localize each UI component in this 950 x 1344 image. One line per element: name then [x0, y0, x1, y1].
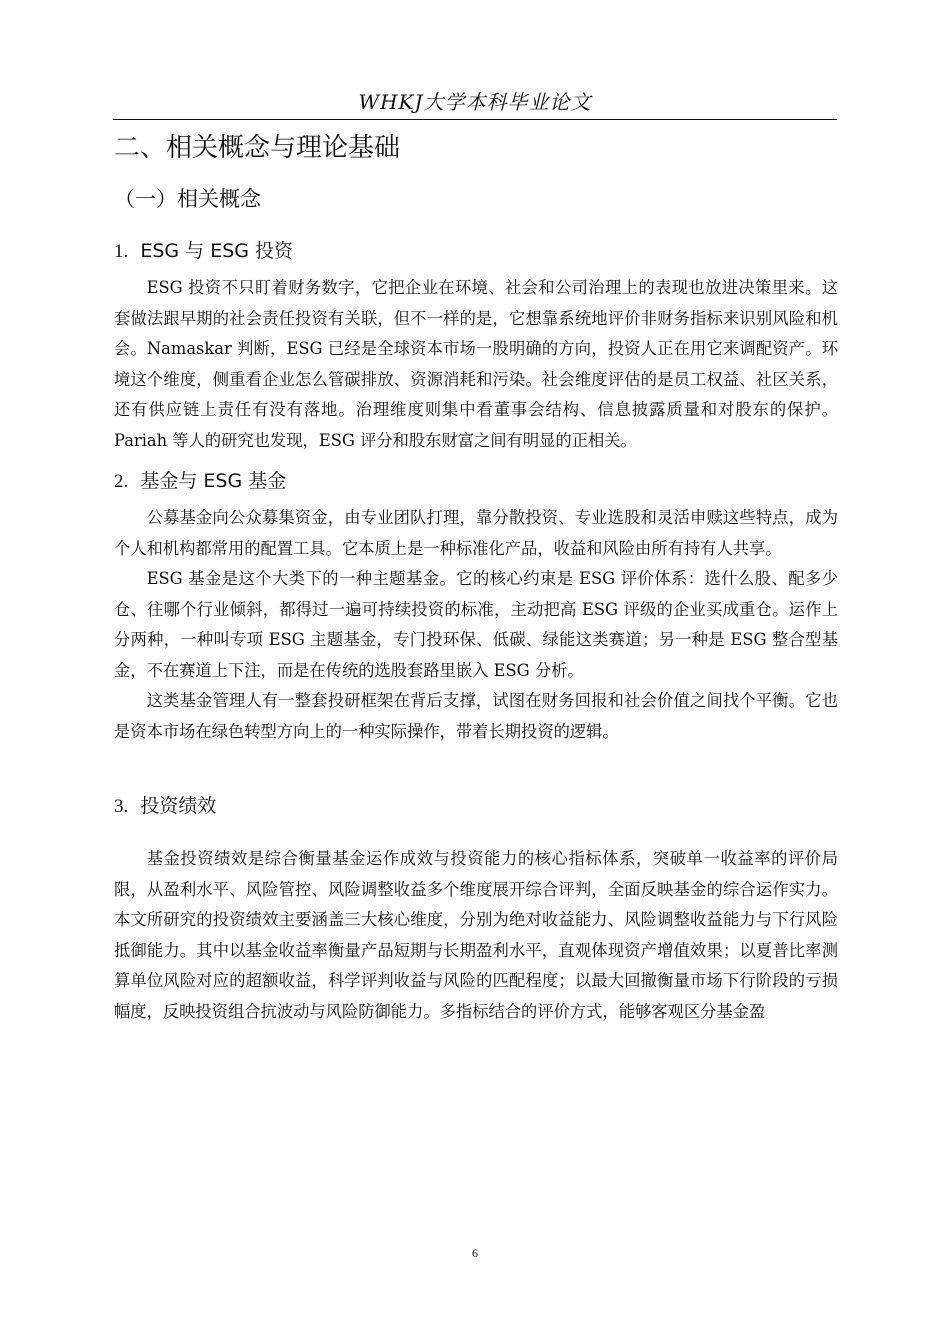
- page-body: [114, 128, 838, 1027]
- subsection-heading-1: [114, 236, 838, 267]
- page-number: 6: [472, 1246, 478, 1260]
- paragraph-public-funds: 公募基金向公众募集资金，由专业团队打理，靠分散投资、专业选股和灵活申赎这些特点，成为个人和机构都常用的配置工具。它本质上是一种标准化产品，收益和风险由所有持有人共享。: [114, 508, 838, 558]
- subsection-heading-2: [114, 466, 838, 497]
- subsection-title: ESG 与 ESG 投资: [140, 240, 294, 262]
- subsection-number: 1.: [114, 241, 129, 262]
- subsection-title: 投资绩效: [140, 795, 217, 817]
- paragraph-esg-funds: ESG 基金是这个大类下的一种主题基金。它的核心约束是 ESG 评价体系：选什么股、配多少仓、往哪个行业倾斜，都得过一遍可持续投资的标准，主动把高 ESG 评级的企业买成重仓。运作上分两种，一种叫专项 ESG 主题基金，专门投环保、低碳、绿能这类赛道；另一种是 ESG 整合型基金，不在赛道上下注，而是在传统的选股套路里嵌入 ESG 分析。: [114, 569, 838, 680]
- paragraph-investment-performance: 基金投资绩效是综合衡量基金运作成效与投资能力的核心指标体系，突破单一收益率的评价局限，从盈利水平、风险管控、风险调整收益多个维度展开综合评判，全面反映基金的综合运作实力。本文所研究的投资绩效主要涵盖三大核心维度，分别为绝对收益能力、风险调整收益能力与下行风险抵御能力。其中以基金收益率衡量产品短期与长期盈利水平，直观体现资产增值效果；以夏普比率测算单位风险对应的超额收益，科学评判收益与风险的匹配程度；以最大回撤衡量市场下行阶段的亏损幅度，反映投资组合抗波动与风险防御能力。多指标结合的评价方式，能够客观区分基金盈: [114, 849, 838, 1021]
- section-title: （一）相关概念: [114, 187, 261, 211]
- subsection-number: 2.: [114, 471, 129, 492]
- subsection-title: 基金与 ESG 基金: [140, 470, 287, 492]
- header-rule: [113, 119, 837, 120]
- subsection-number: 3.: [114, 796, 129, 817]
- running-header: WHKJ大学本科毕业论文: [358, 90, 592, 114]
- paragraph-esg-investing: ESG 投资不只盯着财务数字，它把企业在环境、社会和公司治理上的表现也放进决策里来。这套做法跟早期的社会责任投资有关联，但不一样的是，它想靠系统地评价非财务指标来识别风险和机会。Namaskar 判断，ESG 已经是全球资本市场一股明确的方向，投资人正在用它来调配资产。环境这个维度，侧重看企业怎么管碳排放、资源消耗和污染。社会维度评估的是员工权益、社区关系，还有供应链上责任有没有落地。治理维度则集中看董事会结构、信息披露质量和对股东的保护。Pariah 等人的研究也发现，ESG 评分和股东财富之间有明显的正相关。: [114, 278, 838, 450]
- chapter-title: 二、相关概念与理论基础: [114, 133, 401, 163]
- subsection-heading-3: [114, 791, 838, 822]
- paragraph-fund-managers: 这类基金管理人有一整套投研框架在背后支撑，试图在财务回报和社会价值之间找个平衡。它也是资本市场在绿色转型方向上的一种实际操作，带着长期投资的逻辑。: [114, 691, 838, 741]
